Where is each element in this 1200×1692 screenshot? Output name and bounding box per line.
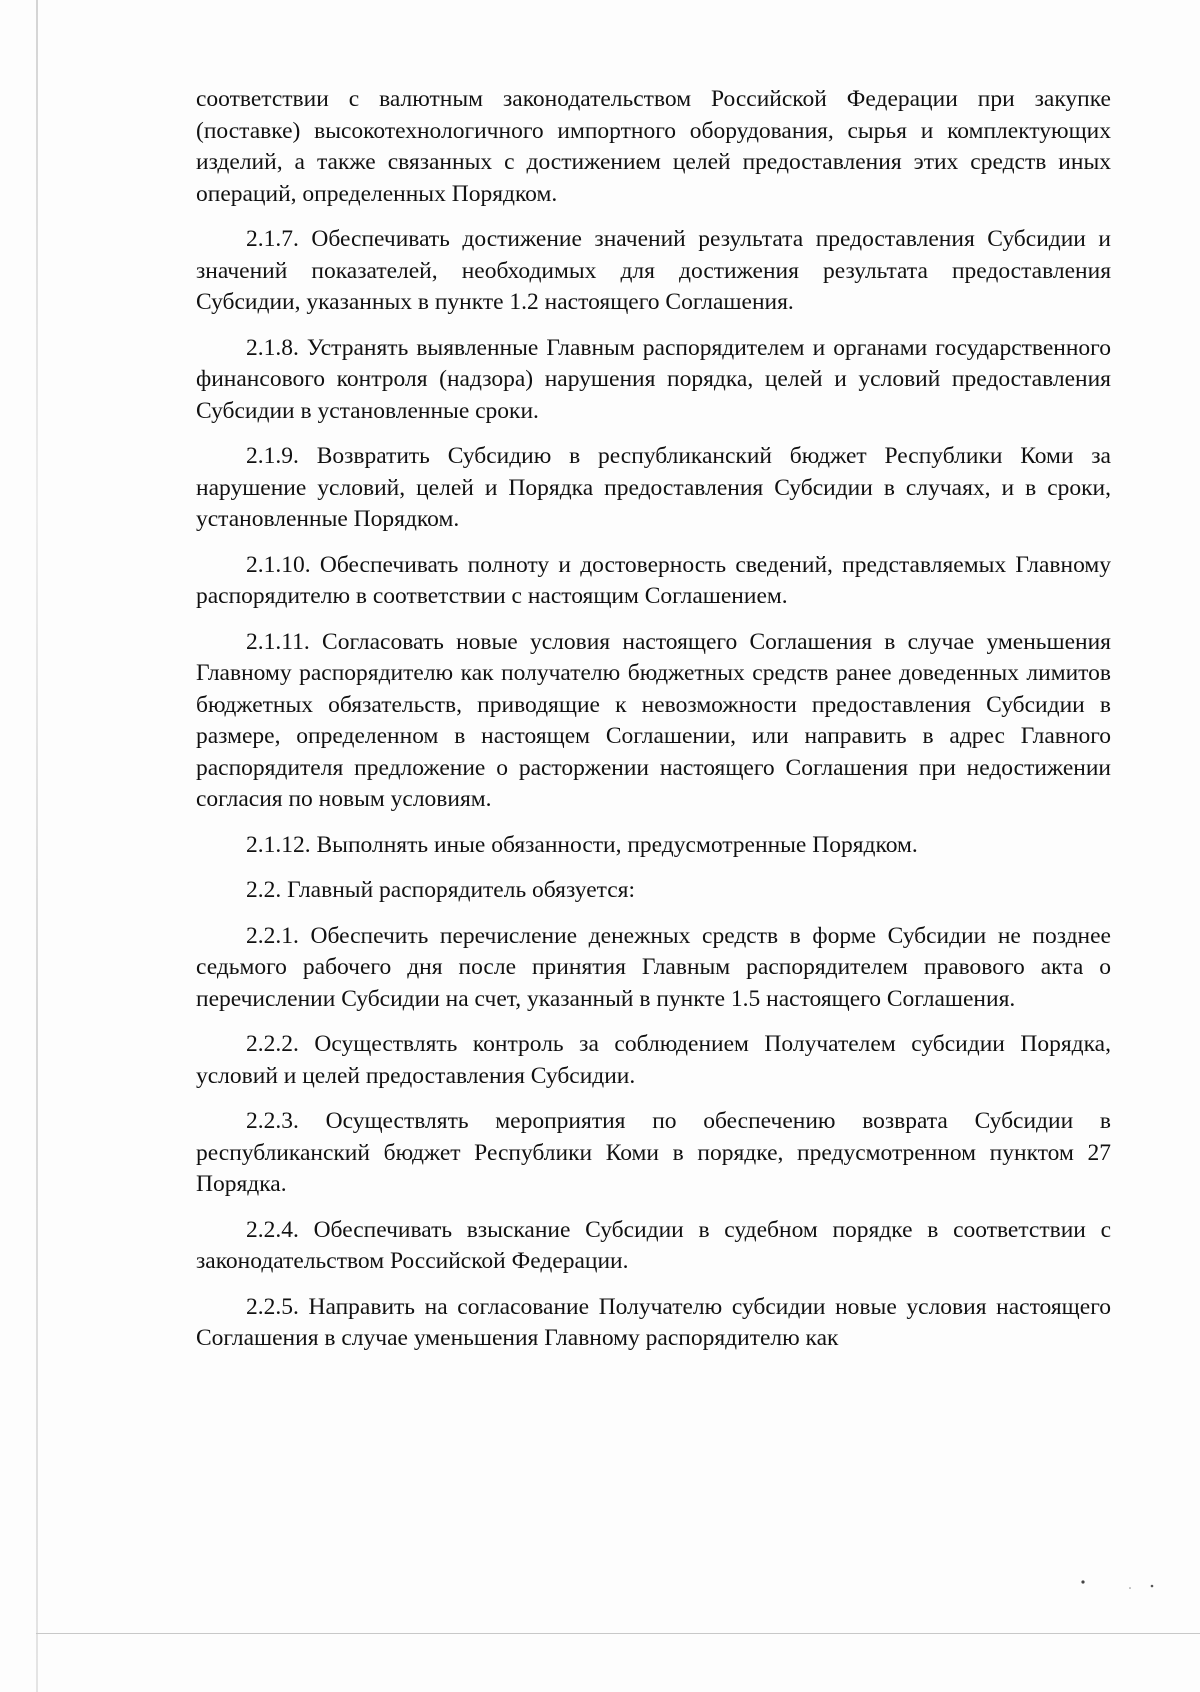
paragraph-2-1-8: 2.1.8. Устранять выявленные Главным распорядителем и органами государственного финансового контроля (надзора) нарушения порядка, целей и условий предоставления Субсидии в установленные сроки. [196,334,1111,424]
paragraph-2-1-9: 2.1.9. Возвратить Субсидию в республиканский бюджет Республики Коми за нарушение условий, целей и Порядка предоставления Субсидии в случаях, и в сроки, установленные Порядком. [196,443,1111,532]
paragraph-2-1-7: 2.1.7. Обеспечивать достижение значений результата предоставления Субсидии и значений показателей, необходимых для достижения результата предоставления Субсидии, указанных в пункте 1.2 настоящего Соглашения. [196,226,1111,315]
paragraph-2-1-12: 2.1.12. Выполнять иные обязанности, предусмотренные Порядком. [246,831,918,858]
paragraph-2-2-3: 2.2.3. Осуществлять мероприятия по обеспечению возврата Субсидии в республиканский бюджет Республики Коми в порядке, предусмотренном пунктом 27 Порядка. [196,1108,1111,1197]
paragraph-2-1-11: 2.1.11. Согласовать новые условия настоящего Соглашения в случае уменьшения Главному распорядителю как получателю бюджетных средств ранее доведенных лимитов бюджетных обязательств, приводящие к невозможности предоставления Субсидии в размере, определенном в настоящем Соглашении, или направить в адрес Главного распорядителя предложение о расторжении настоящего Соглашения при недостижении согласия по новым условиям. [196,628,1111,812]
paragraph-2-2-4: 2.2.4. Обеспечивать взыскание Субсидии в судебном порядке в соответствии с законодательством Российской Федерации. [196,1216,1111,1274]
paragraph-2-1-10: 2.1.10. Обеспечивать полноту и достоверность сведений, представляемых Главному распорядителю в соответствии с настоящим Соглашением. [196,551,1111,609]
paragraph-continuation: соответствии с валютным законодательством Российской Федерации при закупке (поставке) высокотехнологичного импортного оборудования, сырья и комплектующих изделий, а также связанных с достижением целей предоставления этих средств иных операций, определенных Порядком. [196,86,1111,207]
paragraph-2-2-5: 2.2.5. Направить на согласование Получателю субсидии новые условия настоящего Соглашения в случае уменьшения Главному распорядителю как [196,1293,1111,1351]
document-body [196,84,1111,1369]
paragraph-2-2: 2.2. Главный распорядитель обязуется: [246,877,635,903]
paragraph-2-2-1: 2.2.1. Обеспечить перечисление денежных средств в форме Субсидии не позднее седьмого рабочего дня после принятия Главным распорядителем правового акта о перечислении Субсидии на счет, указанный в пункте 1.5 настоящего Соглашения. [196,922,1111,1012]
scan-bottom-edge [36,1633,1200,1634]
paragraph-2-2-2: 2.2.2. Осуществлять контроль за соблюдением Получателем субсидии Порядка, условий и целей предоставления Субсидии. [196,1031,1111,1089]
scan-left-edge [36,0,38,1692]
